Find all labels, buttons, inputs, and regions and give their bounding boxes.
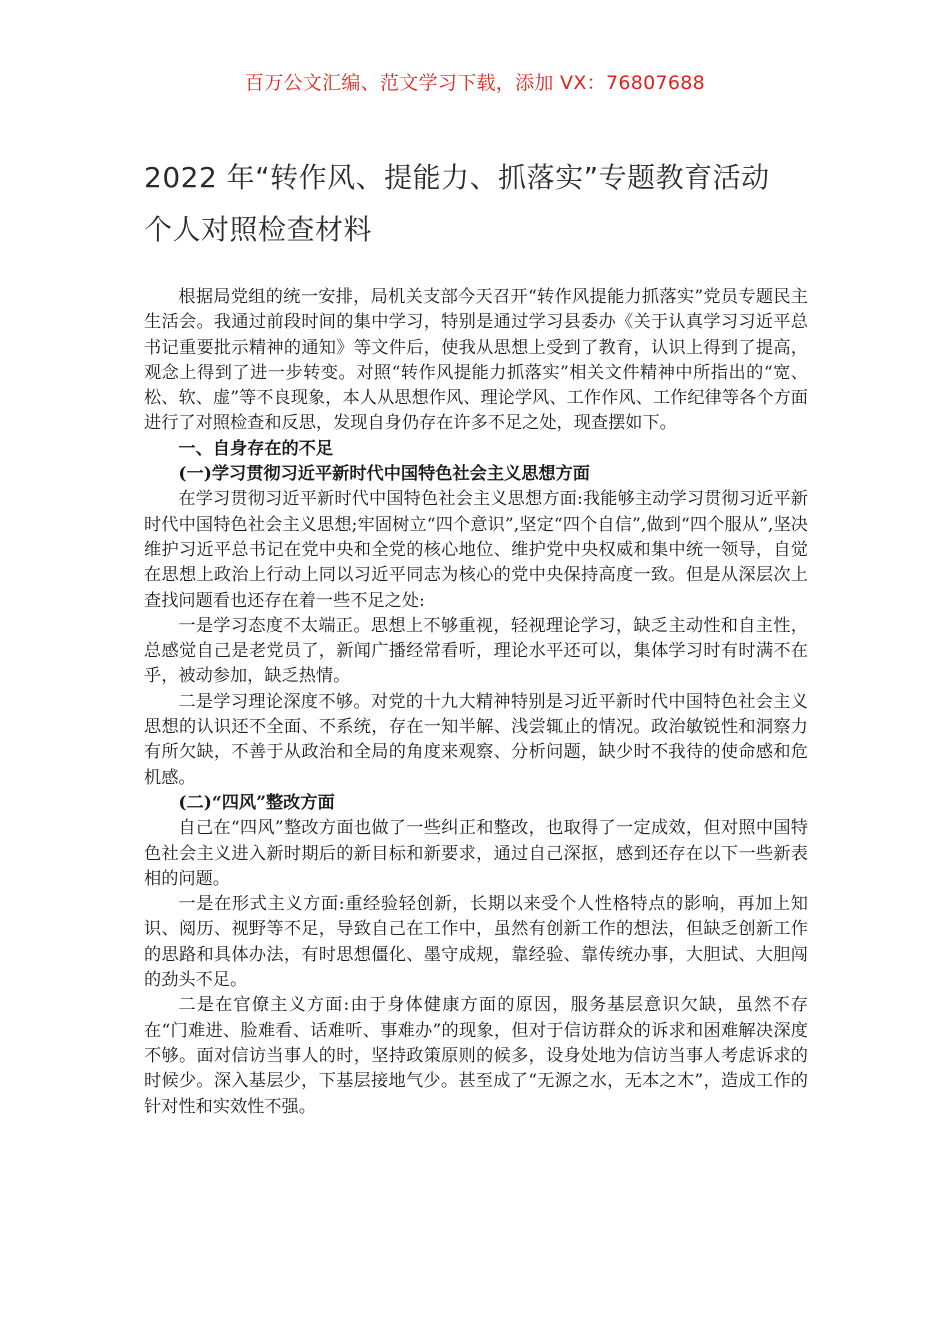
watermark-banner: 百万公文汇编、范文学习下载，添加 VX：76807688 [244,72,706,94]
section-heading-1: 一、自身存在的不足 [178,438,334,459]
paragraph: 一是在形式主义方面:重经验轻创新，长期以来受个人性格特点的影响，再加上知识、阅历、视野等不足，导致自己在工作中，虽然有创新工作的想法，但缺乏创新工作的思路和具体办法，有时思想僵化、墨守成规，靠经验、靠传统办事，大胆试、大胆闯的劲头不足。 [144,894,808,991]
paragraph: 二是在官僚主义方面:由于身体健康方面的原因，服务基层意识欠缺，虽然不存在“门难进、脸难看、话难听、事难办”的现象，但对于信访群众的诉求和困难解决深度不够。面对信访当事人的时，坚持政策原则的候多，设身处地为信访当事人考虑诉求的时候少。深入基层少，下基层接地气少。甚至成了“无源之水，无本之木”，造成工作的针对性和实效性不强。 [144,995,808,1117]
paragraph: 二是学习理论深度不够。对党的十九大精神特别是习近平新时代中国特色社会主义思想的认识还不全面、不系统，存在一知半解、浅尝辄止的情况。政治敏锐性和洞察力有所欠缺，不善于从政治和全局的角度来观察、分析问题，缺少时不我待的使命感和危机感。 [144,691,808,788]
paragraph: 一是学习态度不太端正。思想上不够重视，轻视理论学习，缺乏主动性和自主性，总感觉自己是老党员了，新闻广播经常看听，理论水平还可以，集体学习时有时满不在乎，被动参加，缺乏热情。 [144,615,808,687]
title-line-2: 个人对照检查材料 [144,213,373,246]
paragraph: 在学习贯彻习近平新时代中国特色社会主义思想方面:我能够主动学习贯彻习近平新时代中国特色社会主义思想;牢固树立“四个意识”,坚定“四个自信”,做到“四个服从”,坚决维护习近平总书记在党中央和全党的核心地位、维护党中央权威和集中统一领导，自觉在思想上政治上行动上同以习近平同志为核心的党中央保持高度一致。但是从深层次上查找问题看也还存在着一些不足之处: [144,489,808,611]
document-body [144,285,808,1120]
intro-paragraph: 根据局党组的统一安排，局机关支部今天召开“转作风提能力抓落实”党员专题民主生活会。我通过前段时间的集中学习，特别是通过学习县委办《关于认真学习习近平总书记重要批示精神的通知》等文件后，使我从思想上受到了教育，认识上得到了提高，观念上得到了进一步转变。对照“转作风提能力抓落实”相关文件精神中所指出的“宽、松、软、虚”等不良现象，本人从思想作风、理论学风、工作作风、工作纪律等各个方面进行了对照检查和反思，发现自身仍存在许多不足之处，现查摆如下。 [144,287,808,434]
subsection-heading-2: (二)“四风”整改方面 [178,792,335,813]
subsection-heading-1: (一)学习贯彻习近平新时代中国特色社会主义思想方面 [178,464,590,485]
paragraph: 自己在“四风”整改方面也做了一些纠正和整改，也取得了一定成效，但对照中国特色社会主义进入新时期后的新目标和新要求，通过自己深抠，感到还存在以下一些新表相的问题。 [144,818,808,889]
title-line-1: 2022 年“转作风、提能力、抓落实”专题教育活动 [144,161,770,194]
document-title [144,152,834,256]
